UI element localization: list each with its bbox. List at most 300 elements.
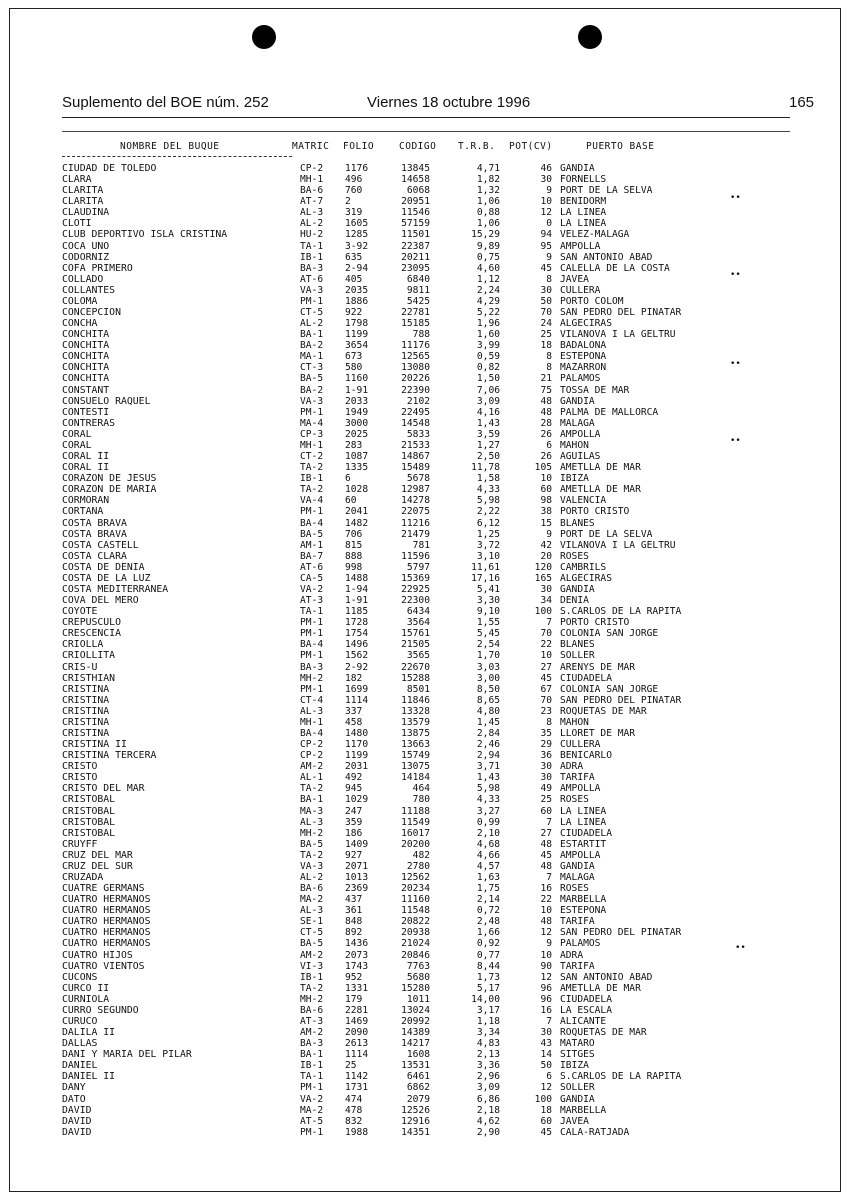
cell-matric: VA-3 — [300, 284, 324, 296]
cell-name: CUATRE GERMANS — [62, 883, 145, 895]
cell-pot: 6 — [546, 439, 552, 451]
cell-folio: 2041 — [345, 506, 369, 518]
cell-codigo: 6461 — [406, 1071, 430, 1083]
cell-trb: 3,09 — [476, 1082, 500, 1094]
cell-pot: 70 — [540, 307, 552, 319]
header-dashed-rule — [62, 156, 292, 157]
cell-puerto: LA LINEA — [560, 218, 607, 230]
margin-mark: •• — [735, 943, 746, 953]
cell-puerto: MARBELLA — [560, 894, 607, 906]
col-header-trb: T.R.B. — [458, 141, 496, 152]
cell-matric: AM-2 — [300, 949, 324, 961]
cell-folio: 492 — [345, 772, 363, 784]
cell-name: CRISTINA — [62, 716, 110, 728]
cell-trb: 0,77 — [476, 949, 500, 961]
cell-puerto: IBIZA — [560, 1060, 589, 1072]
cell-name: CRUZ DEL SUR — [62, 860, 133, 872]
cell-name: DAVID — [62, 1104, 92, 1116]
cell-name: COSTA CLARA — [62, 550, 127, 562]
cell-pot: 30 — [540, 772, 552, 784]
cell-codigo: 22781 — [401, 307, 430, 319]
col-header-folio: FOLIO — [343, 141, 375, 152]
table-row — [0, 229, 850, 240]
cell-folio: 1480 — [345, 727, 369, 739]
cell-trb: 2,24 — [476, 284, 500, 296]
table-row — [0, 938, 850, 949]
cell-name: CRESCENCIA — [62, 628, 121, 640]
cell-name: CLAUDINA — [62, 207, 110, 219]
cell-folio: 437 — [345, 894, 363, 906]
cell-name: CRISTINA II — [62, 739, 127, 751]
cell-trb: 2,18 — [476, 1104, 500, 1116]
cell-puerto: ADRA — [560, 949, 584, 961]
cell-name: DALLAS — [62, 1038, 98, 1050]
cell-matric: VI-3 — [300, 960, 324, 972]
cell-codigo: 20234 — [401, 883, 430, 895]
cell-trb: 9,89 — [476, 240, 500, 252]
cell-folio: 1743 — [345, 960, 369, 972]
table-row — [0, 650, 850, 661]
cell-matric: TA-2 — [300, 484, 324, 496]
cell-trb: 3,30 — [476, 595, 500, 607]
cell-matric: CT-5 — [300, 927, 324, 939]
cell-codigo: 788 — [412, 329, 430, 341]
table-row — [0, 218, 850, 229]
cell-codigo: 464 — [412, 783, 430, 795]
cell-name: CLARITA — [62, 196, 104, 208]
table-row — [0, 828, 850, 839]
cell-puerto: SAN ANTONIO ABAD — [560, 971, 653, 983]
cell-trb: 2,14 — [476, 894, 500, 906]
cell-matric: CP-3 — [300, 428, 324, 440]
cell-matric: PM-1 — [300, 617, 324, 629]
cell-name: CUATRO HERMANOS — [62, 927, 151, 939]
table-row — [0, 174, 850, 185]
cell-pot: 30 — [540, 761, 552, 773]
cell-matric: MA-2 — [300, 894, 324, 906]
cell-pot: 36 — [540, 750, 552, 762]
cell-codigo: 7763 — [406, 960, 430, 972]
cell-codigo: 15185 — [401, 318, 430, 330]
cell-matric: BA-3 — [300, 262, 324, 274]
cell-trb: 2,90 — [476, 1126, 500, 1138]
cell-name: COYOTE — [62, 606, 98, 618]
cell-folio: 922 — [345, 307, 363, 319]
cell-codigo: 6862 — [406, 1082, 430, 1094]
cell-folio: 673 — [345, 351, 363, 363]
cell-name: CUATRO HIJOS — [62, 949, 133, 961]
table-row — [0, 529, 850, 540]
cell-folio: 283 — [345, 439, 363, 451]
table-row — [0, 950, 850, 961]
cell-name: CORAZON DE JESUS — [62, 473, 157, 485]
cell-name: CONTRERAS — [62, 417, 116, 429]
cell-puerto: LA LINEA — [560, 816, 607, 828]
cell-pot: 96 — [540, 993, 552, 1005]
cell-name: CURUCO — [62, 1016, 98, 1028]
table-row — [0, 163, 850, 174]
cell-puerto: LA ESCALA — [560, 1004, 612, 1016]
cell-trb: 4,16 — [476, 406, 500, 418]
table-row — [0, 462, 850, 473]
cell-name: CRIOLLA — [62, 639, 104, 651]
cell-folio: 474 — [345, 1093, 363, 1105]
cell-puerto: SAN PEDRO DEL PINATAR — [560, 694, 682, 706]
cell-trb: 6,12 — [476, 517, 500, 529]
cell-name: COLLANTES — [62, 284, 116, 296]
cell-folio: 635 — [345, 251, 363, 263]
cell-matric: PM-1 — [300, 406, 324, 418]
cell-codigo: 15749 — [401, 750, 430, 762]
cell-name: CRIOLLITA — [62, 650, 116, 662]
cell-pot: 45 — [540, 1126, 552, 1138]
cell-name: COCA UNO — [62, 240, 110, 252]
cell-name: COSTA CASTELL — [62, 539, 139, 551]
cell-puerto: TARIFA — [560, 772, 595, 784]
page-number: 165 — [789, 94, 815, 111]
cell-folio: 2031 — [345, 761, 369, 773]
cell-codigo: 14278 — [401, 495, 430, 507]
cell-folio: 1728 — [345, 617, 369, 629]
cell-puerto: AGUILAS — [560, 451, 601, 463]
cell-puerto: ROSES — [560, 883, 589, 895]
cell-pot: 10 — [540, 196, 552, 208]
cell-puerto: AMPOLLA — [560, 783, 601, 795]
cell-pot: 7 — [546, 872, 552, 883]
cell-codigo: 2079 — [406, 1093, 430, 1105]
cell-pot: 8 — [546, 273, 552, 285]
cell-puerto: MATARO — [560, 1038, 595, 1050]
cell-name: CRUZADA — [62, 872, 104, 883]
cell-matric: BA-7 — [300, 550, 324, 562]
cell-puerto: AMETLLA DE MAR — [560, 484, 641, 496]
cell-codigo: 12526 — [401, 1104, 430, 1116]
cell-puerto: BLANES — [560, 517, 595, 529]
cell-folio: 1028 — [345, 484, 369, 496]
cell-matric: TA-2 — [300, 783, 324, 795]
cell-folio: 3-92 — [345, 240, 369, 252]
cell-folio: 179 — [345, 993, 363, 1005]
cell-trb: 17,16 — [471, 572, 500, 584]
table-row — [0, 662, 850, 673]
cell-pot: 12 — [540, 1082, 552, 1094]
cell-puerto: AMETLLA DE MAR — [560, 982, 641, 994]
cell-matric: BA-6 — [300, 1004, 324, 1016]
cell-codigo: 22495 — [401, 406, 430, 418]
cell-pot: 60 — [540, 805, 552, 817]
cell-name: CORAL — [62, 439, 92, 451]
cell-folio: 337 — [345, 705, 363, 717]
cell-matric: CT-4 — [300, 694, 324, 706]
table-row — [0, 407, 850, 418]
cell-matric: IB-1 — [300, 1060, 324, 1072]
cell-trb: 3,10 — [476, 550, 500, 562]
cell-codigo: 11546 — [401, 207, 430, 219]
cell-pot: 9 — [546, 185, 552, 197]
cell-name: CLOTI — [62, 218, 92, 230]
cell-name: DAVID — [62, 1115, 92, 1127]
cell-trb: 1,27 — [476, 439, 500, 451]
cell-folio: 2033 — [345, 395, 369, 407]
cell-trb: 0,75 — [476, 251, 500, 263]
cell-pot: 120 — [534, 561, 552, 573]
cell-folio: 182 — [345, 672, 363, 684]
cell-codigo: 13875 — [401, 727, 430, 739]
cell-trb: 5,17 — [476, 982, 500, 994]
cell-puerto: LA LINEA — [560, 805, 607, 817]
table-row — [0, 340, 850, 351]
cell-codigo: 11160 — [401, 894, 430, 906]
cell-trb: 2,84 — [476, 727, 500, 739]
cell-pot: 49 — [540, 783, 552, 795]
cell-codigo: 14548 — [401, 417, 430, 429]
cell-codigo: 14389 — [401, 1027, 430, 1039]
cell-puerto: JAVEA — [560, 1115, 589, 1127]
cell-puerto: CIUDADELA — [560, 993, 612, 1005]
col-header-puerto: PUERTO BASE — [586, 141, 655, 152]
cell-codigo: 15288 — [401, 672, 430, 684]
cell-trb: 14,00 — [471, 993, 500, 1005]
table-row — [0, 972, 850, 983]
cell-trb: 3,34 — [476, 1027, 500, 1039]
cell-pot: 8 — [546, 716, 552, 728]
cell-codigo: 20211 — [401, 251, 430, 263]
cell-trb: 8,44 — [476, 960, 500, 972]
cell-folio: 2-94 — [345, 262, 369, 274]
cell-trb: 2,96 — [476, 1071, 500, 1083]
cell-matric: MA-2 — [300, 1104, 324, 1116]
cell-pot: 42 — [540, 539, 552, 551]
cell-codigo: 11501 — [401, 229, 430, 241]
cell-puerto: PALAMOS — [560, 373, 601, 385]
cell-matric: AT-5 — [300, 1115, 324, 1127]
cell-name: CORAL II — [62, 462, 110, 474]
cell-folio: 1469 — [345, 1016, 369, 1028]
cell-codigo: 3565 — [406, 650, 430, 662]
cell-matric: BA-5 — [300, 528, 324, 540]
cell-matric: MH-2 — [300, 827, 324, 839]
cell-matric: CT-2 — [300, 451, 324, 463]
cell-puerto: CAMBRILS — [560, 561, 607, 573]
cell-trb: 1,32 — [476, 185, 500, 197]
cell-pot: 30 — [540, 284, 552, 296]
cell-codigo: 6068 — [406, 185, 430, 197]
table-row — [0, 451, 850, 462]
cell-puerto: BLANES — [560, 639, 595, 651]
cell-pot: 90 — [540, 960, 552, 972]
cell-codigo: 5680 — [406, 971, 430, 983]
cell-name: CRISTINA — [62, 683, 110, 695]
cell-matric: TA-2 — [300, 849, 324, 861]
cell-trb: 1,73 — [476, 971, 500, 983]
cell-codigo: 15280 — [401, 982, 430, 994]
cell-matric: BA-4 — [300, 639, 324, 651]
cell-name: CRISTHIAN — [62, 672, 116, 684]
cell-name: COSTA DE DENIA — [62, 561, 145, 573]
cell-codigo: 20992 — [401, 1016, 430, 1028]
cell-folio: 2369 — [345, 883, 369, 895]
cell-matric: BA-1 — [300, 1049, 324, 1061]
cell-trb: 4,60 — [476, 262, 500, 274]
table-row — [0, 839, 850, 850]
cell-codigo: 21533 — [401, 439, 430, 451]
table-row — [0, 606, 850, 617]
cell-matric: TA-1 — [300, 1071, 324, 1083]
cell-puerto: SITGES — [560, 1049, 595, 1061]
cell-trb: 4,33 — [476, 794, 500, 806]
table-row — [0, 983, 850, 994]
cell-matric: IB-1 — [300, 251, 324, 263]
cell-puerto: CULLERA — [560, 284, 601, 296]
cell-matric: TA-1 — [300, 606, 324, 618]
cell-name: CUATRO HERMANOS — [62, 938, 151, 950]
cell-trb: 5,98 — [476, 783, 500, 795]
table-row — [0, 739, 850, 750]
cell-codigo: 21505 — [401, 639, 430, 651]
cell-pot: 45 — [540, 262, 552, 274]
table-row — [0, 1094, 850, 1105]
cell-pot: 70 — [540, 694, 552, 706]
cell-folio: 1114 — [345, 1049, 369, 1061]
cell-pot: 98 — [540, 495, 552, 507]
cell-pot: 48 — [540, 838, 552, 850]
margin-mark: •• — [730, 436, 741, 446]
cell-pot: 96 — [540, 982, 552, 994]
cell-trb: 2,50 — [476, 451, 500, 463]
cell-trb: 1,45 — [476, 716, 500, 728]
cell-name: CRIS-U — [62, 661, 98, 673]
table-row — [0, 706, 850, 717]
cell-matric: TA-1 — [300, 240, 324, 252]
cell-matric: PM-1 — [300, 650, 324, 662]
cell-pot: 22 — [540, 639, 552, 651]
cell-folio: 1199 — [345, 329, 369, 341]
cell-trb: 0,88 — [476, 207, 500, 219]
table-row — [0, 872, 850, 883]
cell-codigo: 1608 — [406, 1049, 430, 1061]
cell-name: CONCHITA — [62, 351, 110, 363]
cell-matric: AL-3 — [300, 816, 324, 828]
cell-matric: MH-1 — [300, 716, 324, 728]
cell-folio: 3000 — [345, 417, 369, 429]
table-row — [0, 1005, 850, 1016]
cell-folio: 1409 — [345, 838, 369, 850]
cell-puerto: CALA-RATJADA — [560, 1126, 630, 1138]
table-row — [0, 1038, 850, 1049]
cell-codigo: 20226 — [401, 373, 430, 385]
cell-codigo: 20938 — [401, 927, 430, 939]
table-row — [0, 905, 850, 916]
cell-puerto: SAN ANTONIO ABAD — [560, 251, 653, 263]
table-row — [0, 373, 850, 384]
table-row — [0, 263, 850, 274]
cell-matric: VA-3 — [300, 395, 324, 407]
cell-codigo: 5425 — [406, 295, 430, 307]
cell-pot: 10 — [540, 650, 552, 662]
cell-puerto: CALELLA DE LA COSTA — [560, 262, 670, 274]
binder-hole-left — [252, 25, 276, 49]
cell-codigo: 13080 — [401, 362, 430, 374]
cell-matric: BA-5 — [300, 373, 324, 385]
cell-puerto: MALAGA — [560, 872, 595, 883]
cell-folio: 1185 — [345, 606, 369, 618]
cell-trb: 8,65 — [476, 694, 500, 706]
cell-matric: MH-2 — [300, 672, 324, 684]
cell-folio: 952 — [345, 971, 363, 983]
cell-matric: TA-2 — [300, 982, 324, 994]
cell-codigo: 20822 — [401, 916, 430, 928]
cell-name: CODORNIZ — [62, 251, 110, 263]
cell-trb: 11,78 — [471, 462, 500, 474]
cell-puerto: ALGECIRAS — [560, 318, 612, 330]
cell-trb: 1,60 — [476, 329, 500, 341]
cell-matric: SE-1 — [300, 916, 324, 928]
cell-folio: 1-94 — [345, 583, 369, 595]
table-row — [0, 318, 850, 329]
cell-matric: TA-2 — [300, 462, 324, 474]
cell-codigo: 482 — [412, 849, 430, 861]
cell-puerto: SAN PEDRO DEL PINATAR — [560, 927, 682, 939]
table-row — [0, 850, 850, 861]
table-row — [0, 794, 850, 805]
table-row — [0, 1071, 850, 1082]
cell-trb: 3,36 — [476, 1060, 500, 1072]
cell-trb: 1,58 — [476, 473, 500, 485]
cell-name: CORAL — [62, 428, 92, 440]
cell-pot: 100 — [534, 1093, 552, 1105]
table-row — [0, 362, 850, 373]
cell-trb: 4,57 — [476, 860, 500, 872]
cell-puerto: AMETLLA DE MAR — [560, 462, 641, 474]
table-row — [0, 916, 850, 927]
cell-puerto: LLORET DE MAR — [560, 727, 636, 739]
cell-pot: 22 — [540, 894, 552, 906]
cell-pot: 75 — [540, 384, 552, 396]
cell-puerto: TOSSA DE MAR — [560, 384, 630, 396]
cell-puerto: IBIZA — [560, 473, 589, 485]
cell-pot: 94 — [540, 229, 552, 241]
cell-folio: 2071 — [345, 860, 369, 872]
cell-folio: 1013 — [345, 872, 369, 883]
table-row — [0, 506, 850, 517]
table-row — [0, 207, 850, 218]
cell-folio: 1-91 — [345, 595, 369, 607]
cell-matric: BA-4 — [300, 517, 324, 529]
cell-codigo: 22390 — [401, 384, 430, 396]
cell-matric: BA-1 — [300, 329, 324, 341]
cell-trb: 0,92 — [476, 938, 500, 950]
cell-folio: 1142 — [345, 1071, 369, 1083]
cell-codigo: 1011 — [406, 993, 430, 1005]
cell-folio: 478 — [345, 1104, 363, 1116]
cell-puerto: GANDIA — [560, 163, 595, 174]
cell-codigo: 16017 — [401, 827, 430, 839]
table-row — [0, 252, 850, 263]
col-header-matric: MATRIC — [292, 141, 330, 152]
cell-codigo: 22075 — [401, 506, 430, 518]
cell-matric: VA-2 — [300, 1093, 324, 1105]
cell-matric: BA-5 — [300, 838, 324, 850]
table-row — [0, 274, 850, 285]
cell-folio: 2035 — [345, 284, 369, 296]
cell-trb: 0,82 — [476, 362, 500, 374]
cell-matric: BA-2 — [300, 340, 324, 352]
cell-folio: 1087 — [345, 451, 369, 463]
cell-matric: AL-2 — [300, 872, 324, 883]
cell-name: CUATRO HERMANOS — [62, 916, 151, 928]
table-row — [0, 551, 850, 562]
cell-codigo: 11548 — [401, 905, 430, 917]
